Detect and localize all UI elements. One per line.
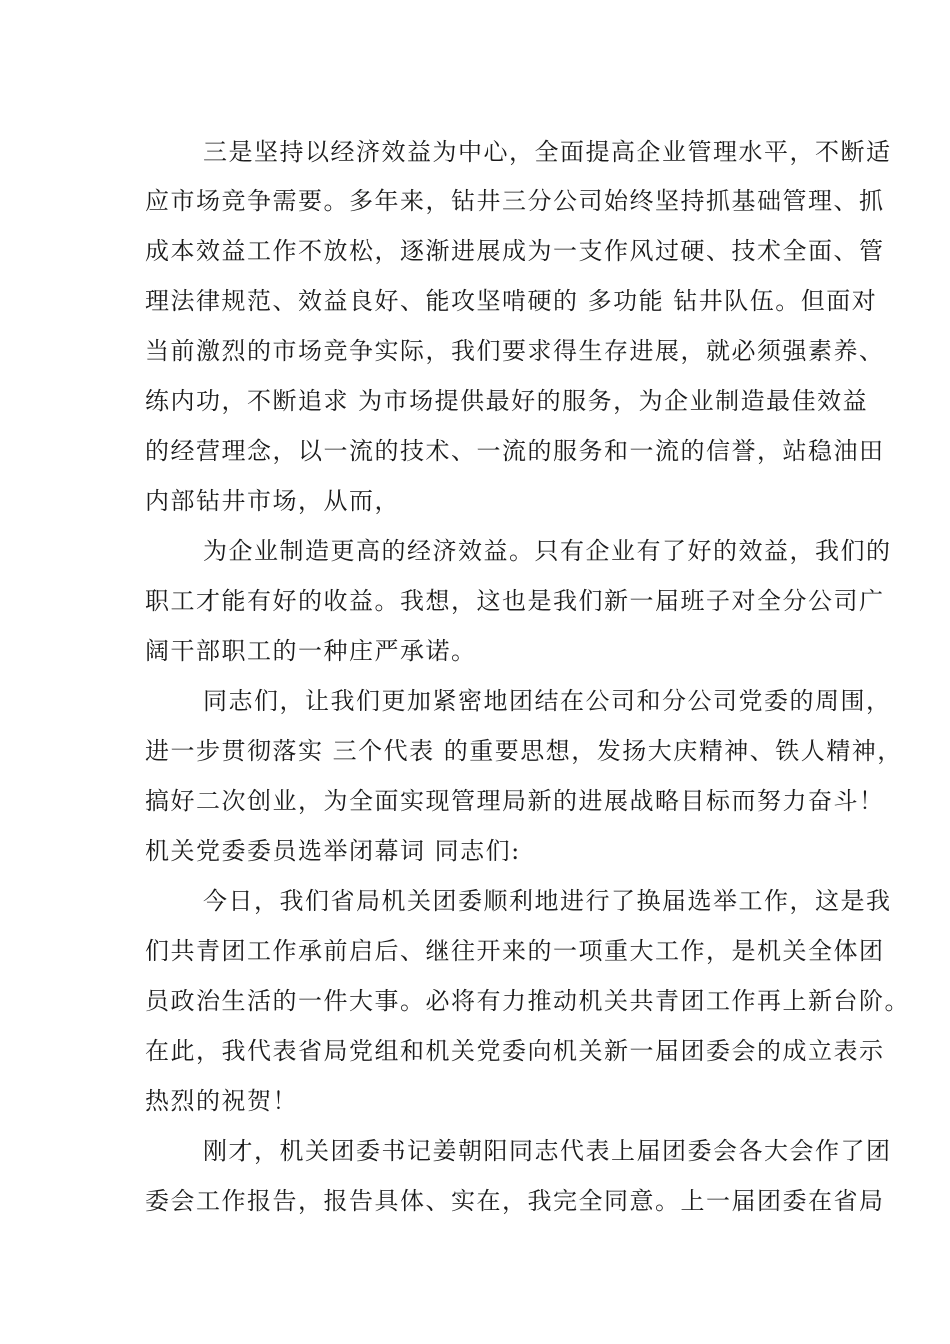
text-line: 同志们，让我们更加紧密地团结在公司和分公司党委的周围， [203, 687, 892, 715]
text-line: 进一步贯彻落实 三个代表 的重要思想，发扬大庆精神、铁人精神， [145, 737, 903, 765]
text-line: 当前激烈的市场竞争实际，我们要求得生存进展，就必须强素养、 [145, 337, 885, 365]
text-line: 搞好二次创业，为全面实现管理局新的进展战略目标而努力奋斗！ [145, 787, 885, 815]
text-line: 刚才，机关团委书记姜朝阳同志代表上届团委会各大会作了团 [203, 1137, 892, 1165]
text-line: 三是坚持以经济效益为中心，全面提高企业管理水平，不断适 [203, 138, 892, 166]
text-line: 为企业制造更高的经济效益。只有企业有了好的效益，我们的 [203, 537, 892, 565]
text-line: 今日，我们省局机关团委顺利地进行了换届选举工作，这是我 [203, 887, 892, 915]
text-line: 的经营理念，以一流的技术、一流的服务和一流的信誉，站稳油田 [145, 437, 885, 465]
text-line: 在此，我代表省局党组和机关党委向机关新一届团委会的成立表示 [145, 1037, 885, 1065]
text-line: 练内功，不断追求 为市场提供最好的服务，为企业制造最佳效益 [145, 387, 869, 415]
text-line: 应市场竞争需要。多年来，钻井三分公司始终坚持抓基础管理、抓 [145, 187, 885, 215]
text-line: 们共青团工作承前启后、继往开来的一项重大工作，是机关全体团 [145, 937, 885, 965]
text-line: 热烈的祝贺！ [145, 1087, 298, 1115]
text-line: 成本效益工作不放松，逐渐进展成为一支作风过硬、技术全面、管 [145, 237, 885, 265]
text-line: 委会工作报告，报告具体、实在，我完全同意。上一届团委在省局 [145, 1187, 885, 1215]
text-line: 阔干部职工的一种庄严承诺。 [145, 637, 477, 665]
text-line: 员政治生活的一件大事。必将有力推动机关共青团工作再上新台阶。 [145, 987, 910, 1015]
text-line: 理法律规范、效益良好、能攻坚啃硬的 多功能 钻井队伍。但面对 [145, 287, 878, 315]
text-line: 职工才能有好的收益。我想，这也是我们新一届班子对全分公司广 [145, 587, 885, 615]
text-line: 机关党委委员选举闭幕词 同志们: [145, 837, 521, 865]
text-line: 内部钻井市场，从而， [145, 487, 400, 515]
